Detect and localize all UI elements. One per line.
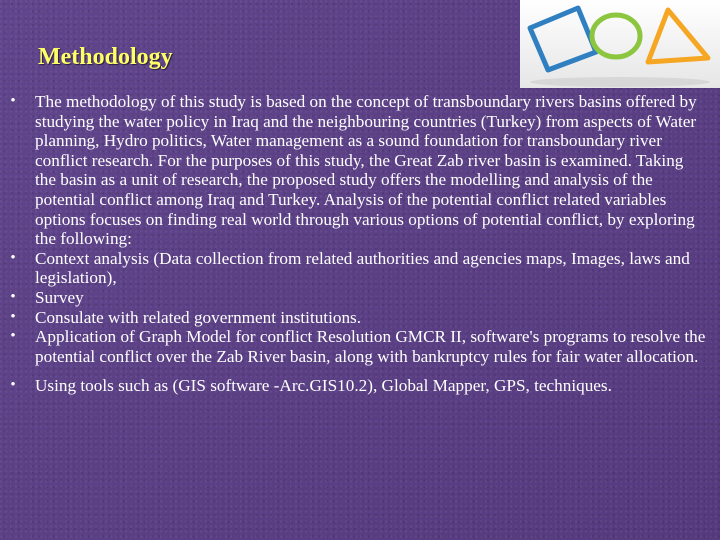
bullet-item [6,308,706,328]
methodology-bullet-list [6,92,706,396]
bullet-item [6,249,706,288]
bullet-item [6,288,706,308]
bullet-text: The methodology of this study is based on the concept of transboundary rivers basins offered by studying the water policy in Iraq and the neighbouring countries (Turkey) from aspects of Water planning, Hydro politics, Water management as a sound foundation for transboundary river conflict research. For the purposes of this study, the Great Zab river basin is examined. Taking the basin as a unit of research, the proposed study offers the modelling and analysis of the potential conflict among Iraq and Turkey. Analysis of the potential conflict related variables options focuses on finding real world through various options of potential conflict, by exploring the following: [35,92,697,249]
bullet-item [6,92,706,249]
bullet-dot-icon: • [10,377,16,394]
bullet-dot-icon: • [10,93,16,109]
bullet-item [6,327,706,366]
slide-title: Methodology [38,44,173,70]
bullet-dot-icon: • [10,288,16,305]
shapes-logo-icon [520,0,720,88]
bullet-dot-icon: • [10,249,16,266]
bullet-text: Context analysis (Data collection from related authorities and agencies maps, Images, laws and legislation), [35,248,690,288]
bullet-text: Application of Graph Model for conflict Resolution GMCR II, software's programs to resolve the potential conflict over the Zab River basin, along with bankruptcy rules for fair water allocation. [35,327,706,366]
bullet-text: Using tools such as (GIS software -Arc.GIS10.2), Global Mapper, GPS, techniques. [35,376,612,396]
bullet-text: Survey [35,287,84,307]
bullet-text: Consulate with related government institutions. [35,307,362,327]
bullet-dot-icon: • [10,308,16,325]
bullet-item [6,376,706,396]
bullet-dot-icon: • [10,328,16,345]
